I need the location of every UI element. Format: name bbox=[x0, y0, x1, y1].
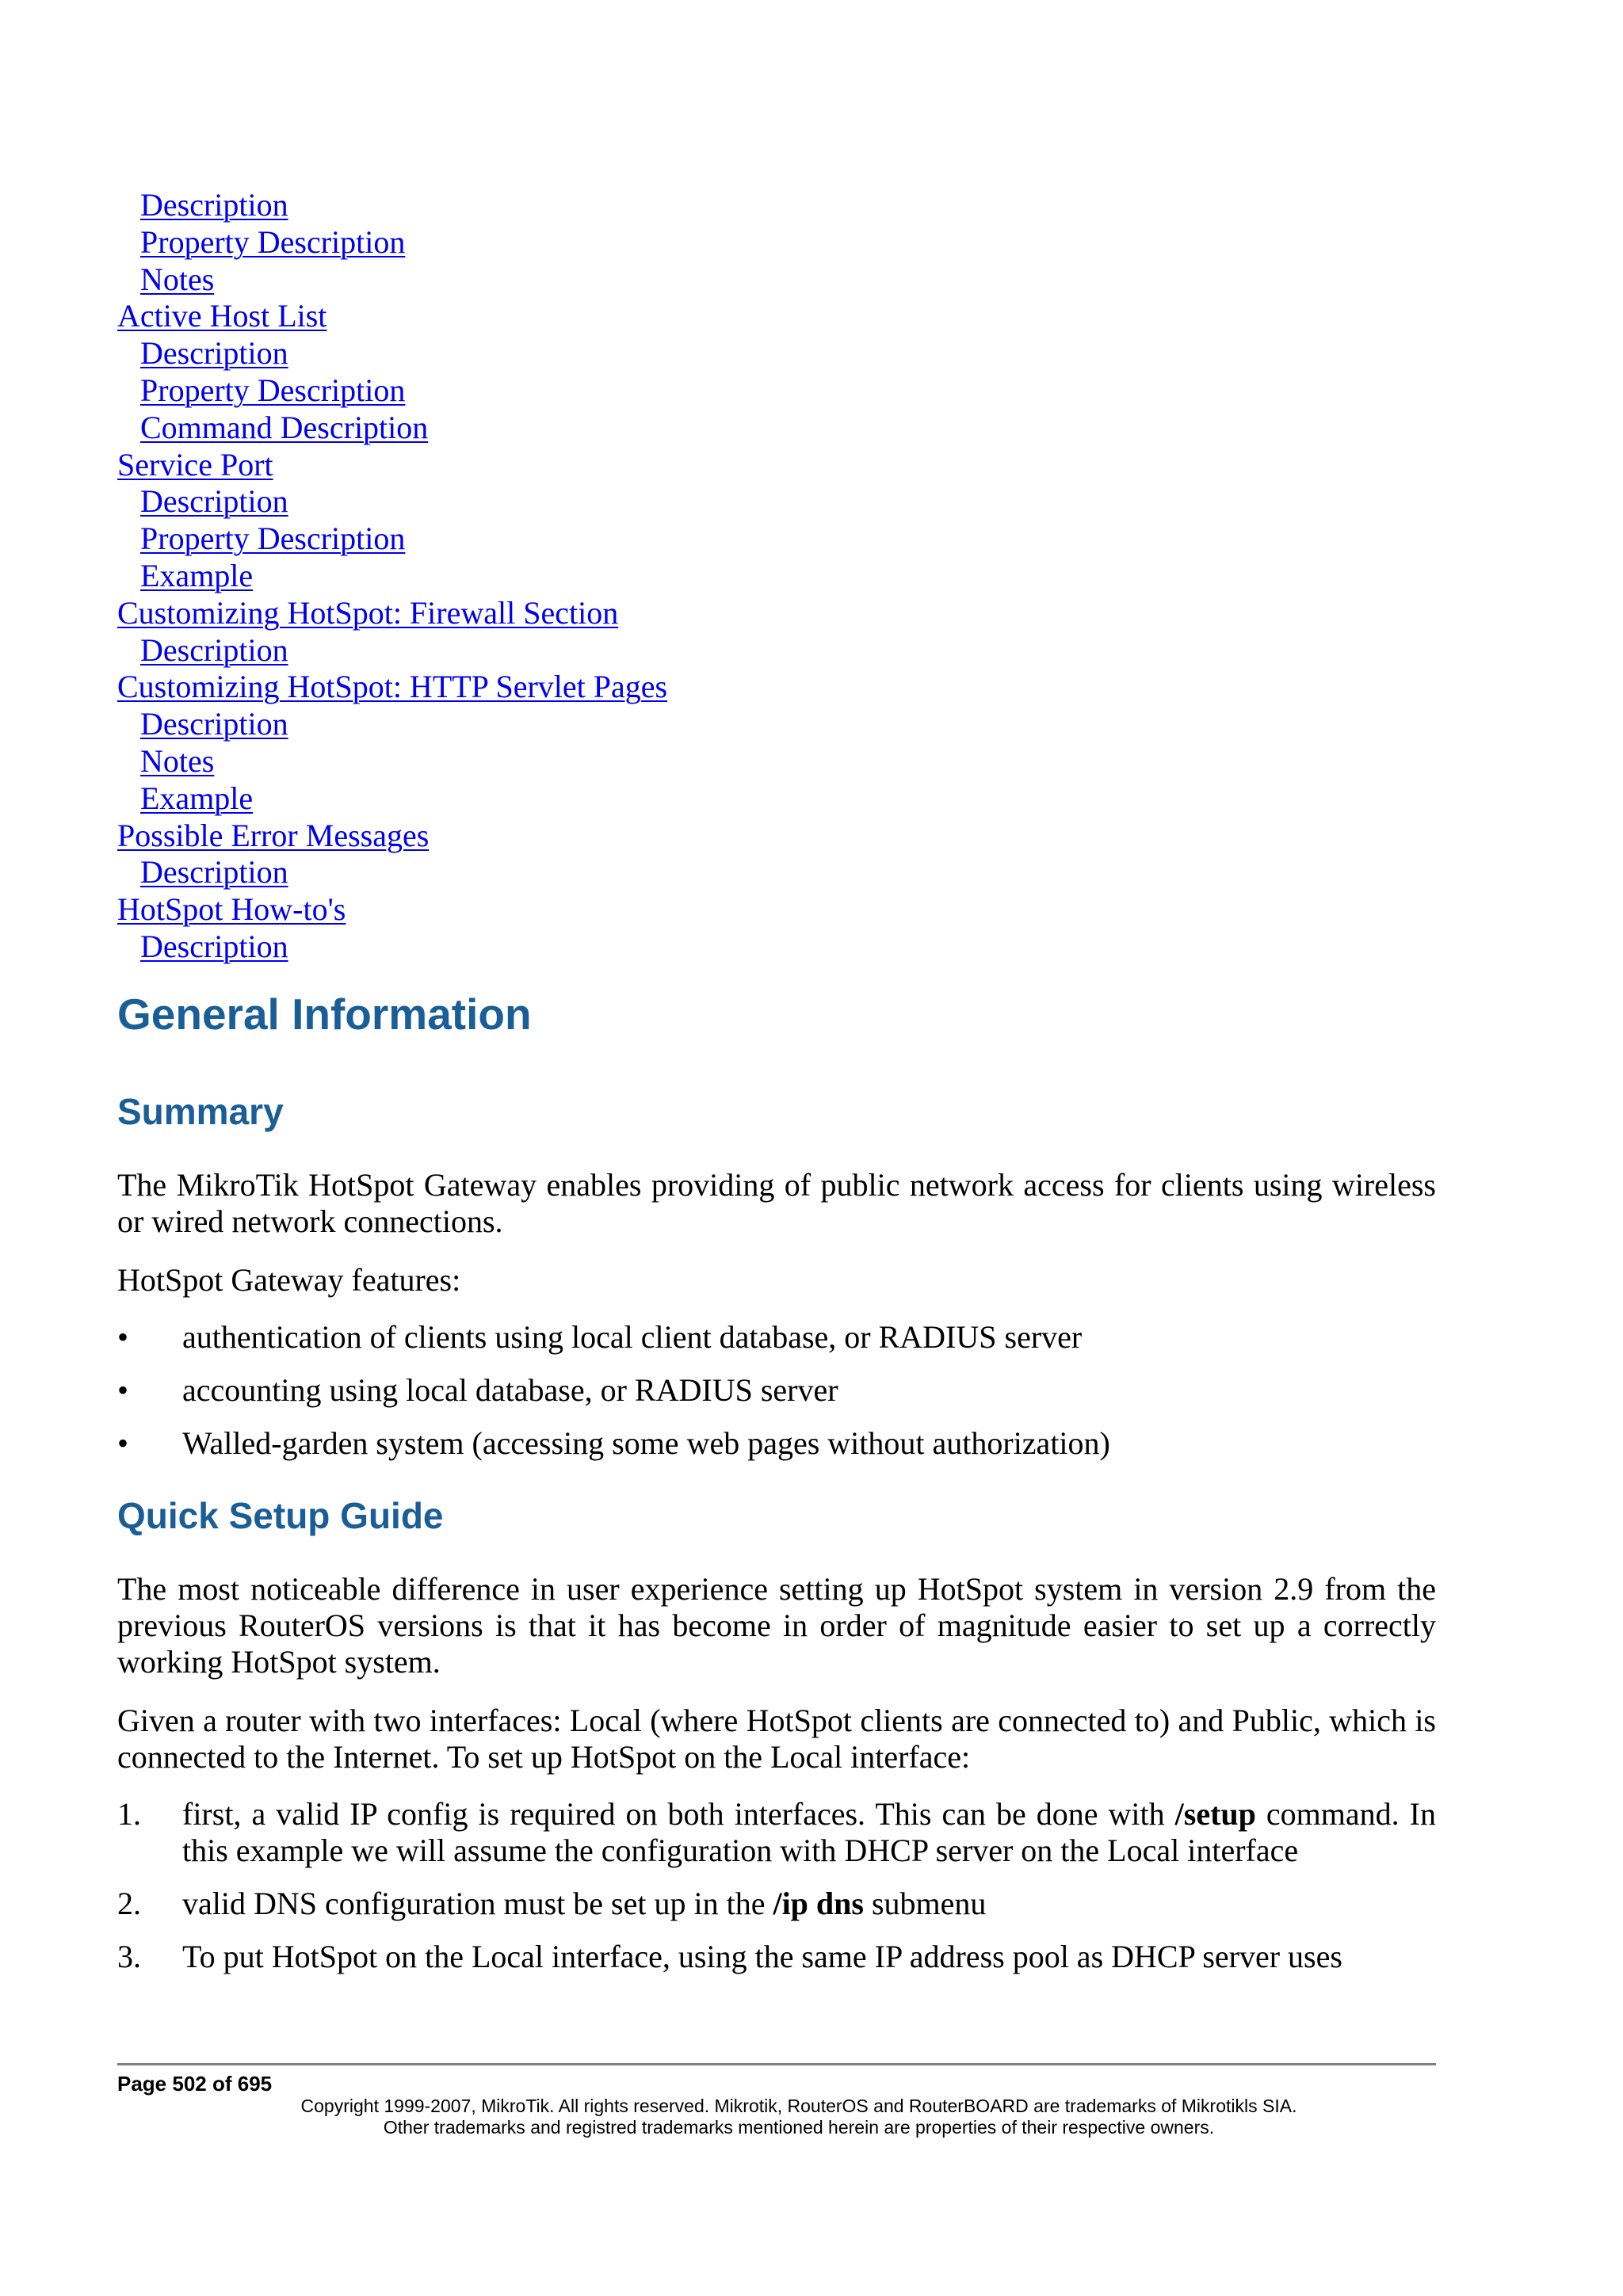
toc-item bbox=[117, 261, 1436, 299]
feature-item bbox=[117, 1425, 1436, 1462]
setup-step bbox=[117, 1886, 1436, 1922]
toc-item bbox=[117, 818, 1436, 855]
toc-item bbox=[117, 521, 1436, 558]
toc-item bbox=[117, 706, 1436, 743]
toc-item bbox=[117, 743, 1436, 780]
toc-item bbox=[117, 929, 1436, 966]
toc-link[interactable]: Property Description bbox=[140, 521, 406, 557]
toc-link[interactable]: Active Host List bbox=[117, 298, 327, 334]
step-command: /ip dns bbox=[773, 1885, 864, 1921]
setup-step bbox=[117, 1939, 1436, 1975]
toc-item bbox=[117, 854, 1436, 891]
toc-link[interactable]: Customizing HotSpot: Firewall Section bbox=[117, 594, 619, 631]
toc-link[interactable]: Property Description bbox=[140, 372, 406, 408]
feature-item bbox=[117, 1319, 1436, 1356]
toc-link[interactable]: Description bbox=[140, 335, 288, 372]
bullet-mark: • bbox=[117, 1318, 129, 1355]
toc-link[interactable]: Description bbox=[140, 187, 288, 223]
step-number: 3. bbox=[117, 1938, 141, 1974]
page-number: Page 502 of 695 bbox=[117, 2072, 273, 2096]
toc-item bbox=[117, 780, 1436, 818]
step-text-continued: command. In this example we will assume the configuration with DHCP server on the Local interface bbox=[182, 1795, 1436, 1868]
toc-link[interactable]: HotSpot How-to's bbox=[117, 891, 346, 928]
toc-link[interactable]: Notes bbox=[140, 261, 215, 297]
bullet-mark: • bbox=[117, 1425, 129, 1461]
step-number: 2. bbox=[117, 1885, 141, 1921]
page-footer bbox=[117, 2063, 1436, 2138]
step-text: To put HotSpot on the Local interface, using the same IP address pool as DHCP server uses bbox=[182, 1938, 1342, 1974]
toc-link[interactable]: Description bbox=[140, 928, 288, 964]
subsection-title-quick-setup: Quick Setup Guide bbox=[117, 1494, 444, 1536]
toc-item bbox=[117, 298, 1436, 335]
toc-item bbox=[117, 632, 1436, 669]
setup-steps-list bbox=[117, 1796, 1436, 1975]
quick-setup-paragraph-1: The most noticeable difference in user experience setting up HotSpot system in version 2.9 from the previous RouterOS versions is that it has become in order of magnitude easier to set up a correctly working HotSpot system. bbox=[117, 1570, 1436, 1680]
copyright-line-2: Other trademarks and registred trademarks mentioned herein are properties of their respective owners. bbox=[383, 2117, 1215, 2138]
bullet-mark: • bbox=[117, 1371, 129, 1408]
step-text-continued: submenu bbox=[863, 1885, 987, 1921]
feature-text: accounting using local database, or RADIUS server bbox=[182, 1371, 838, 1408]
toc-item bbox=[117, 335, 1436, 372]
section-title-general-information: General Information bbox=[117, 989, 532, 1039]
step-number: 1. bbox=[117, 1795, 141, 1832]
feature-item bbox=[117, 1372, 1436, 1409]
summary-paragraph: The MikroTik HotSpot Gateway enables providing of public network access for clients using wireless or wired network connections. bbox=[117, 1166, 1436, 1239]
footer-divider bbox=[117, 2063, 1436, 2065]
copyright-line-1: Copyright 1999-2007, MikroTik. All rights reserved. Mikrotik, RouterOS and RouterBOARD are trademarks of Mikrotikls SIA. bbox=[300, 2096, 1297, 2116]
toc-link[interactable]: Property Description bbox=[140, 223, 406, 260]
toc-link[interactable]: Description bbox=[140, 854, 288, 891]
toc-link[interactable]: Command Description bbox=[140, 409, 429, 445]
toc-link[interactable]: Example bbox=[140, 557, 254, 593]
toc-link[interactable]: Description bbox=[140, 483, 288, 520]
setup-step bbox=[117, 1796, 1436, 1869]
toc-item bbox=[117, 595, 1436, 632]
step-text: first, a valid IP config is required on both interfaces. This can be done with bbox=[182, 1795, 1175, 1832]
feature-text: Walled-garden system (accessing some web pages without authorization) bbox=[182, 1425, 1110, 1461]
page-content bbox=[117, 187, 1436, 1992]
toc-item bbox=[117, 558, 1436, 595]
toc-item bbox=[117, 669, 1436, 706]
features-intro: HotSpot Gateway features: bbox=[117, 1261, 461, 1298]
feature-text: authentication of clients using local client database, or RADIUS server bbox=[182, 1318, 1083, 1355]
subsection-title-summary: Summary bbox=[117, 1090, 284, 1132]
toc-link[interactable]: Notes bbox=[140, 742, 215, 779]
quick-setup-paragraph-2: Given a router with two interfaces: Local (where HotSpot clients are connected to) and Public, which is connected to the Internet. To set up HotSpot on the Local interface: bbox=[117, 1702, 1436, 1775]
toc-link[interactable]: Description bbox=[140, 706, 288, 742]
toc-item bbox=[117, 224, 1436, 261]
toc-link[interactable]: Example bbox=[140, 780, 254, 816]
table-of-contents bbox=[117, 187, 1436, 966]
toc-item bbox=[117, 447, 1436, 484]
toc-link[interactable]: Possible Error Messages bbox=[117, 817, 430, 853]
features-list bbox=[117, 1319, 1436, 1462]
toc-item bbox=[117, 187, 1436, 224]
toc-link[interactable]: Service Port bbox=[117, 446, 273, 482]
step-command: /setup bbox=[1174, 1795, 1256, 1832]
toc-item bbox=[117, 372, 1436, 410]
toc-item bbox=[117, 891, 1436, 929]
toc-item bbox=[117, 483, 1436, 521]
step-text: valid DNS configuration must be set up in the bbox=[182, 1885, 773, 1921]
toc-item bbox=[117, 410, 1436, 447]
toc-link[interactable]: Customizing HotSpot: HTTP Servlet Pages bbox=[117, 669, 668, 705]
copyright-notice bbox=[284, 2096, 1314, 2138]
toc-link[interactable]: Description bbox=[140, 631, 288, 668]
